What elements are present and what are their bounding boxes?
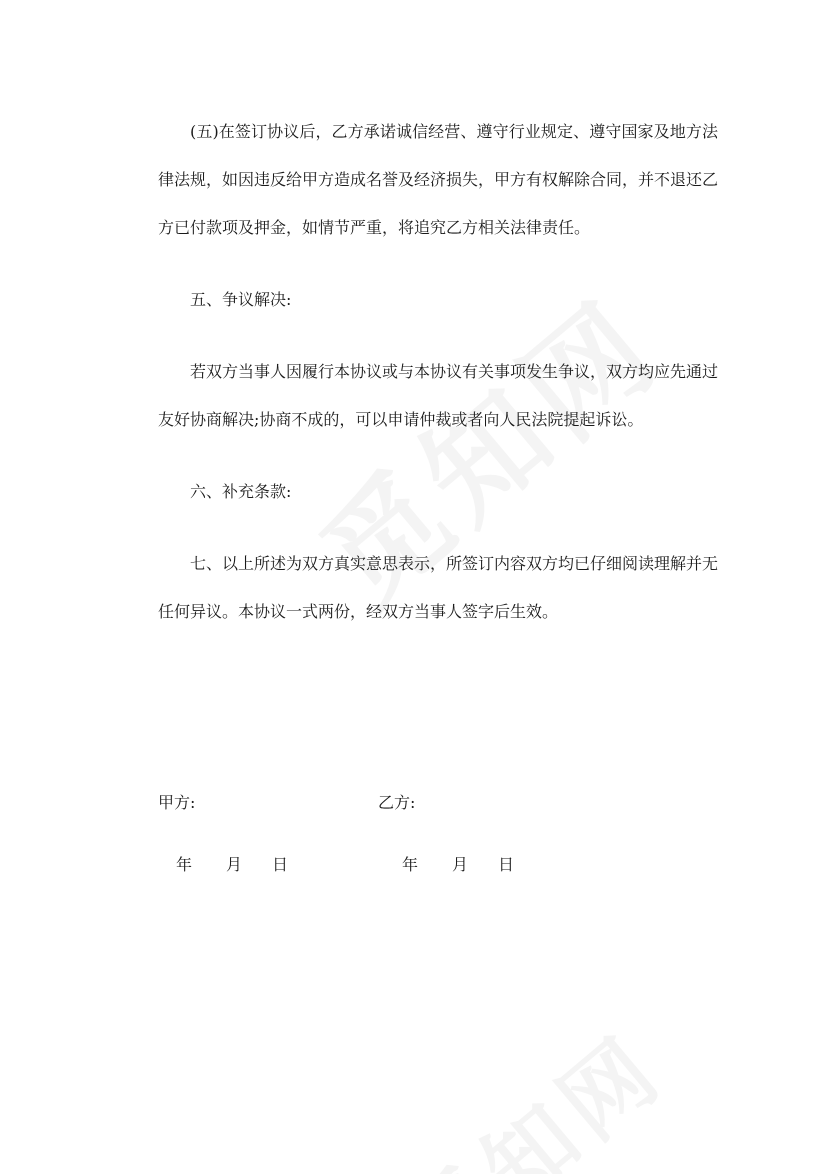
dispute-paragraph: 若双方当事人因履行本协议或与本协议有关事项发生争议，双方均应先通过友好协商解决;协商不成的，可以申请仲裁或者向人民法院提起诉讼。 <box>158 362 719 429</box>
month-label: 月 <box>226 855 243 874</box>
party-a-date <box>176 852 288 875</box>
day-label: 日 <box>498 855 515 874</box>
month-label: 月 <box>452 855 469 874</box>
section-heading: 五、争议解决: <box>190 290 292 309</box>
party-b-label: 乙方: <box>378 793 416 812</box>
day-label: 日 <box>272 855 289 874</box>
party-b-date <box>402 852 514 875</box>
section-heading: 六、补充条款: <box>190 482 292 501</box>
year-label: 年 <box>176 855 193 874</box>
watermark <box>373 999 686 1174</box>
year-label: 年 <box>402 855 419 874</box>
party-a-label: 甲方: <box>158 793 196 812</box>
statement-paragraph: 七、以上所述为双方真实意思表示，所签订内容双方均已仔细阅读理解并无任何异议。本协议一式两份，经双方当事人签字后生效。 <box>158 554 719 621</box>
clause-paragraph: (五)在签订协议后，乙方承诺诚信经营、遵守行业规定、遵守国家及地方法律法规，如因违反给甲方造成名誉及经济损失，甲方有权解除合同，并不退还乙方已付款项及押金，如情节严重，将追究乙方相关法律责任。 <box>158 122 719 237</box>
document-body <box>158 108 718 636</box>
